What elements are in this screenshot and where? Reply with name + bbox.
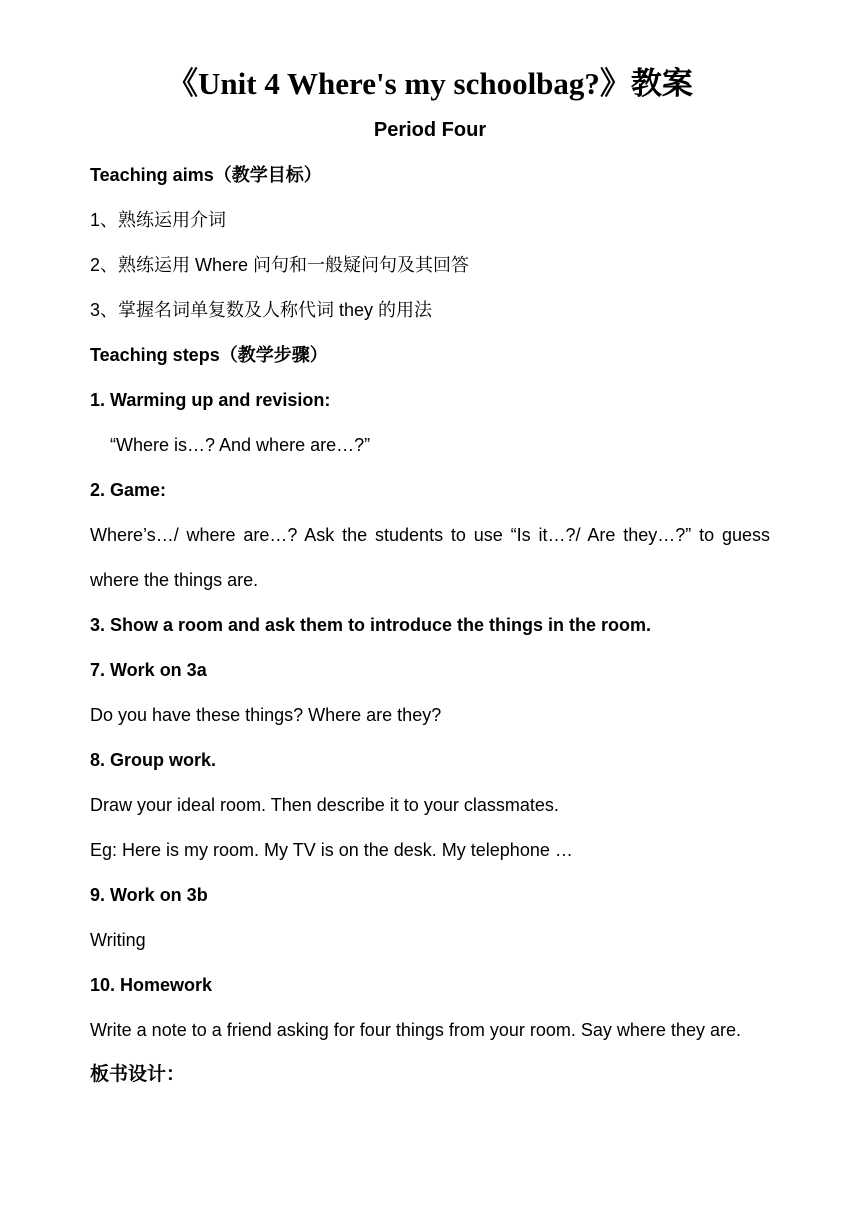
step10-heading: 10. Homework [90, 975, 213, 995]
step2-text-line1: Where’s…/ where are…? Ask the students to use “Is it…?/ Are they…?” to guess [90, 525, 770, 545]
board-design-heading: 板书设计： [90, 1064, 186, 1085]
step7-text: Do you have these things? Where are they? [90, 705, 442, 725]
step2-heading: 2. Game: [90, 480, 167, 500]
aims-heading: Teaching aims（教学目标） [90, 165, 322, 185]
document-title: 《Unit 4 Where's my schoolbag?》教案 [167, 66, 693, 101]
step9-heading: 9. Work on 3b [90, 885, 208, 905]
step1-text: “Where is…? And where are…?” [110, 435, 371, 455]
step2-text-line2: where the things are. [90, 570, 259, 590]
period-subtitle: Period Four [373, 119, 487, 141]
step1-heading: 1. Warming up and revision: [90, 390, 331, 410]
step9-text: Writing [90, 930, 146, 950]
aim-item-1: 1、熟练运用介词 [90, 210, 227, 230]
step8-heading: 8. Group work. [90, 750, 217, 770]
step7-heading: 7. Work on 3a [90, 660, 207, 680]
aim-item-2: 2、熟练运用 Where 问句和一般疑问句及其回答 [90, 255, 470, 275]
aim-item-3: 3、掌握名词单复数及人称代词 they 的用法 [90, 300, 433, 320]
step10-text: Write a note to a friend asking for four things from your room. Say where they are. [90, 1020, 741, 1040]
step3-heading: 3. Show a room and ask them to introduce the things in the room. [90, 615, 652, 635]
step8-text-1: Draw your ideal room. Then describe it to your classmates. [90, 795, 559, 815]
steps-heading: Teaching steps（教学步骤） [90, 345, 328, 365]
step8-text-2: Eg: Here is my room. My TV is on the desk. My telephone … [90, 840, 573, 860]
